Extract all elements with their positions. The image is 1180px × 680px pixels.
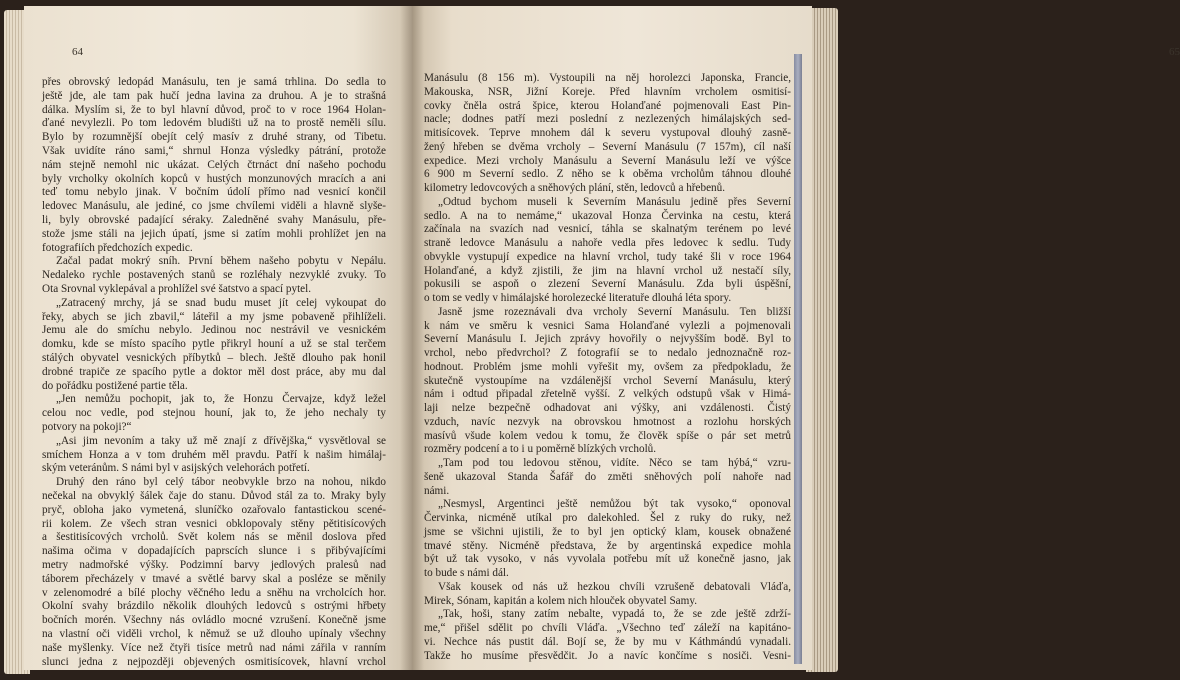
text-line: domku, kde se místo spacího pytle přikryl houní a už se stal terčem bbox=[42, 338, 386, 351]
text-line: Nedaleko rychle postavených stanů se rozléhaly nezvyklé zvuky. To bbox=[42, 269, 386, 282]
page-number-right: 65 bbox=[1169, 46, 1180, 58]
text-line: „Tam pod tou ledovou stěnou, vidíte. Něco se tam hýbá,“ vzru- bbox=[438, 457, 791, 469]
text-line: potvory na pokoji?“ bbox=[42, 421, 132, 433]
text-line: Takže ho musíme přesvědčit. Jo a navíc končíme s nosiči. Vesni- bbox=[424, 649, 791, 662]
text-line: masívů všude kolem vedou k tomu, že člověk spíše o pár set metrů bbox=[424, 429, 791, 442]
text-line: obvykle vystupují expedice na hlavní vrchol, tudy také šli v roce 1964 bbox=[424, 250, 791, 263]
text-line: „Zatracený mrchy, já se snad budu muset jít celej vykoupat do bbox=[56, 296, 386, 309]
text-line: žený hřeben se dvěma vrcholy – Severní Manásulu (7 157m), cíl naší bbox=[424, 140, 791, 153]
text-line: Makouska, NSR, Jižní Koreje. Před hlavním vrcholem osmitisí- bbox=[424, 85, 791, 98]
text-line: šeně ukazoval Standa Šafář do změti sněhových polí nahoře nad bbox=[424, 470, 791, 483]
text-line: Ota Srovnal vyklepával a prohlížel své šatstvo a spací pytel. bbox=[42, 283, 312, 295]
text-line: slunci jedna z nejpozději objevených osmitisícovek, hlavní vrchol bbox=[42, 655, 386, 668]
text-line: Však kousek od nás už hezkou chvíli vzrušeně debatovali Vláďa, bbox=[438, 580, 791, 593]
text-line: našima očima v dopadajících paprscích slunce i s přibývajícími bbox=[42, 545, 386, 558]
bookmark-ribbon bbox=[794, 54, 802, 664]
text-line: naše myšlenky. Více než čtyři tisíce metrů nad námi zářila v ranním bbox=[42, 641, 386, 654]
text-line: v zelenomodré a bílé plochy věčného ledu a sněhu na vrcholcích hor. bbox=[42, 586, 386, 599]
text-line: teď tomu nebylo jinak. V bočním údolí přímo nad vesnicí končil bbox=[42, 186, 386, 199]
text-line: li, byly obrovské padající séraky. Zaledněné svahy Manásulu, pře- bbox=[42, 214, 386, 226]
text-line: Bylo by rozumnější obejít celý masív z druhé strany, od Tibetu. bbox=[42, 131, 386, 144]
text-line: námi. bbox=[424, 484, 450, 497]
text-line: kilometry ledovcových a sněhových plání, stěn, ledovců a hřebenů. bbox=[424, 182, 726, 194]
text-line: nám stejně nemohl nic ukázat. Celých čtrnáct dní našeho pochodu bbox=[42, 158, 386, 171]
page-number-left: 64 bbox=[72, 46, 83, 58]
text-line: začínala na svazích nad vesnicí, táhla se skalnatým terénem po levé bbox=[424, 223, 791, 236]
text-line: ďané nevylezli. Po tom ledovém bludišti už na to prostě neměli sílu. bbox=[42, 117, 386, 130]
text-line: „Odtud bychom museli k Severním Manásulu jedině přes Severní bbox=[438, 195, 791, 208]
text-line: „Jen nemůžu pochopit, jak to, že Honzu Červajze, když ležel bbox=[56, 393, 386, 406]
text-line: k nám ve směru k vesnici Sama Holanďané vylezli a pojmenovali bbox=[424, 319, 791, 332]
text-line: vrchol, nebo předvrchol? Z fotografií se to nedalo jednoznačně roz- bbox=[424, 347, 791, 359]
text-line: nacle; dodnes patří mezi poslední z nezlezených himálajských sed- bbox=[424, 113, 791, 126]
text-line: vzduch, navíc nezvyk na obrovskou hmotnost a rozlohu horských bbox=[424, 415, 791, 428]
text-line: bočních morén. Všechny nás ovládlo mocné vzrušení. Konečně jsme bbox=[42, 614, 386, 627]
text-line: 6 900 m Severní sedlo. Z něho se k oběma vrcholům táhnou dlouhé bbox=[424, 168, 791, 181]
text-line: covky čněla ostrá špice, kterou Holanďané pojmenovali East Pin- bbox=[424, 99, 791, 112]
text-line: fotografiích předchozích expedic. bbox=[42, 241, 193, 254]
text-line: ledovec Manásulu, ale jediné, co jsme chvílemi viděli a hlavně slyše- bbox=[42, 200, 386, 213]
text-line: přes obrovský ledopád Manásulu, ten je samá trhlina. Do sedla to bbox=[42, 76, 386, 88]
text-line: me,“ přišel sdělit po chvíli Vláďa. „Všechno teď záleží na kapitáno- bbox=[424, 622, 791, 634]
text-line: jsme se všichni ujistili, že to byl jen optický klam, kousek obnažené bbox=[424, 525, 791, 538]
text-line: Manásulu (8 156 m). Vystoupili na něj horolezci Japonska, Francie, bbox=[424, 72, 791, 84]
text-line: Jemu ale do smíchu nebylo. Jedinou noc nestrávil ve vesnickém bbox=[42, 324, 386, 337]
text-line: Druhý den ráno byl celý tábor neobvykle brzo na nohou, nikdo bbox=[56, 476, 386, 489]
text-line: ským veteránům. S námi byl v asijských velehorách potřetí. bbox=[42, 462, 310, 475]
text-line: tmavé stěny. Nicméně představa, že by argentinská expedice mohla bbox=[424, 539, 791, 552]
text-line: Severní Manásulu I. Jejich zprávy hovořily o nejvyšším bodě. Byl to bbox=[424, 333, 791, 346]
text-line: „Asi jim nevoním a taky už mě znají z dřívějška,“ vysvětloval se bbox=[56, 434, 386, 447]
text-line: sedlo. A na to nemáme,“ ukazoval Honza Červinka na cestu, která bbox=[424, 209, 791, 222]
text-line: na vlastní oči viděli vrchol, k němuž se už dlouho upínaly všechny bbox=[42, 628, 386, 640]
text-line: byly vrcholky okolních kopců v hustých monzunových mracích a ani bbox=[42, 172, 386, 185]
text-line: celou noc vedle, pod stejnou houní, jak to, že jeho nechaly ty bbox=[42, 407, 386, 420]
text-line: Jasně jsme rozeznávali dva vrcholy Severní Manásulu. Ten bližší bbox=[438, 305, 791, 318]
text-line: drobné trapiče ze spacího pytle a doktor měl dost práce, aby mu dal bbox=[42, 365, 386, 378]
text-line: dálka. Myslím si, že to byl hlavní důvod, proč to v roce 1964 Holan- bbox=[42, 103, 386, 116]
text-line: pryč, obloha jako vymetená, sluníčko ozařovalo fantastickou scené- bbox=[42, 503, 386, 516]
text-line: Červinka, nicméně utíkal pro dalekohled. Šel z ruky do ruky, než bbox=[424, 512, 791, 524]
text-line: expedice. Mezi vrcholy Manásulu a Severní Manásulu leží ve výšce bbox=[424, 154, 791, 167]
text-line: o tom se vedly v himálajské horolezecké literatuře dlouhá léta spory. bbox=[424, 292, 732, 304]
text-line: nečekal na obvyklý šálek čaje do stanu. Důvod stál za to. Mraky byly bbox=[42, 490, 386, 502]
text-line: to bude s námi dál. bbox=[424, 567, 509, 579]
text-line: řeky, abych se jich zbavil,“ láteřil a my jsme pobaveně přihlíželi. bbox=[42, 310, 386, 323]
text-line: Však uvidíte ráno sami,“ shrnul Honza výsledky pátrání, protože bbox=[42, 145, 386, 157]
text-line: skutečně vystoupíme na vzdálenější vrchol Severní Manásulu, který bbox=[424, 374, 791, 387]
text-line: laji nelze bezpečně odhadovat ani výšky, ani vzdálenosti. Čistý bbox=[424, 402, 791, 414]
text-line: ještě jde, ale tam pak hučí jedna lavina za druhou. A je to strašná bbox=[42, 89, 386, 102]
text-line: pokusili se aspoň o zlezení Severní Manásulu. Zda byli úspěšní, bbox=[424, 278, 791, 291]
text-line: straně ledovce Manásulu a nahoře vedla přes ledovec k sedlu. Tudy bbox=[424, 237, 791, 249]
text-line: Holanďané, a když zjistili, že jim na hlavní vrchol už nestačí síly, bbox=[424, 264, 791, 277]
text-line: vi. Nechce nás pustit dál. Bojí se, že by mu v Káthmándú vynadali. bbox=[424, 635, 791, 648]
text-line: stálých obyvatel vesnických příbytků – blech. Ještě dlouho pak honil bbox=[42, 352, 386, 364]
book-spine-shadow bbox=[400, 6, 424, 670]
right-page bbox=[412, 6, 1180, 670]
text-line: být už tak vysoko, v nás vyvolala potřebu mít už konečně jasno, jak bbox=[424, 553, 791, 566]
text-line: hodnout. Problém jsme mohli vyřešit my, ovšem za předpokladu, že bbox=[424, 360, 791, 373]
text-line: smíchem Honza a v tom druhém měl pravdu. Patří k našim himálaj- bbox=[42, 448, 386, 461]
text-line: „Nesmysl, Argentinci ještě nemůžou být tak vysoko,“ oponoval bbox=[438, 498, 791, 511]
text-line: a šestitisícových vrcholů. Svět kolem nás se měnil doslova před bbox=[42, 531, 386, 544]
text-line: Začal padat mokrý sníh. První během našeho pobytu v Nepálu. bbox=[56, 255, 386, 268]
text-line: stože jsme stáli na jejich úpatí, jsme si zatím mohli prohlížet jen na bbox=[42, 227, 386, 240]
text-line: mitisícovek. Teprve mnohem dál k severu vystupoval dlouhý zasně- bbox=[424, 127, 791, 139]
text-line: do pořádku postižené partie těla. bbox=[42, 379, 188, 392]
text-line: Okolní svahy brázdilo několik dlouhých ledovců s ostrými hřbety bbox=[42, 600, 386, 613]
text-line: rii kolem. Ze všech stran vesnici obklopovaly stěny pětitisícových bbox=[42, 517, 386, 530]
text-line: táborem přecházely v tmavé a světlé barvy skal a posléze se měnily bbox=[42, 572, 386, 585]
left-page bbox=[24, 6, 412, 670]
text-line: rozměry podcení a to i u poměrně blízkých vrcholů. bbox=[424, 443, 657, 456]
text-line: „Tak, hoši, stany zatím nebalte, vypadá to, že se zde ještě zdrží- bbox=[438, 608, 791, 621]
text-line: nám i odtud připadal zřetelně vyšší. Z velkých odstupů však v Himá- bbox=[424, 388, 791, 401]
text-line: Mirek, Sónam, kapitán a kolem nich hlouček obyvatel Samy. bbox=[424, 594, 697, 607]
text-line: metry nadmořské výšky. Podzimní barvy jedlových pralesů nad bbox=[42, 559, 386, 571]
